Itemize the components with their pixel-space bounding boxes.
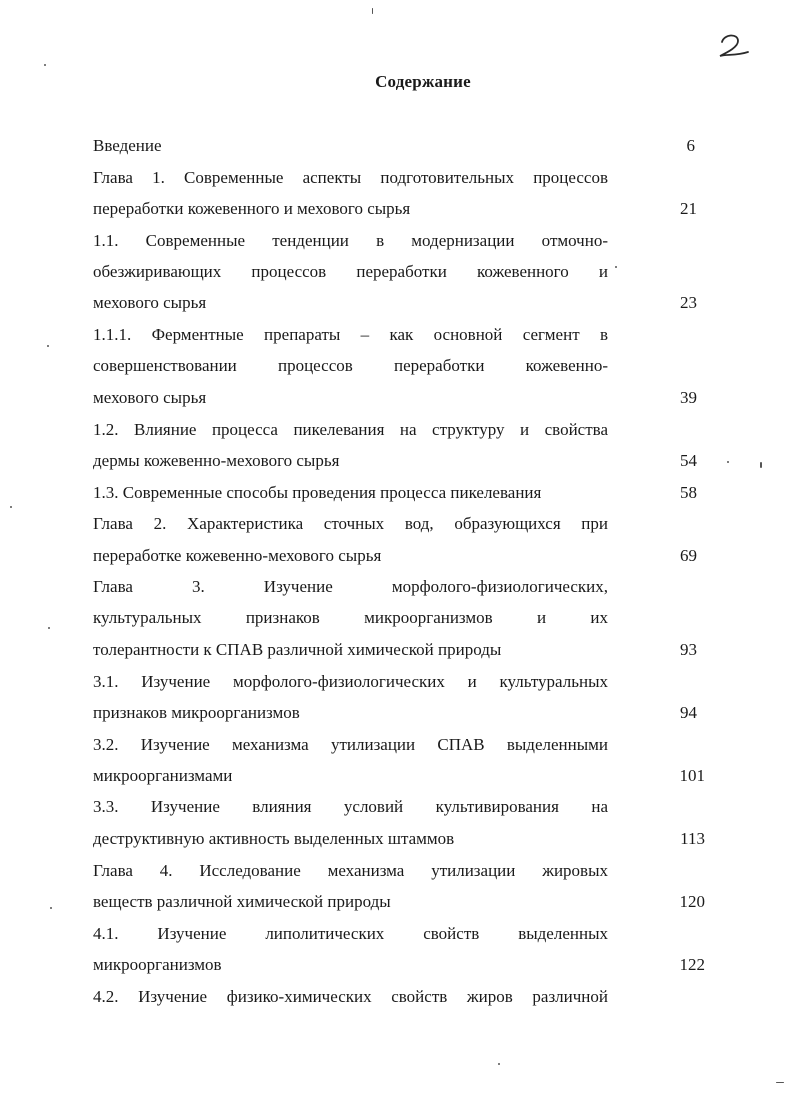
- toc-page-number: 69: [680, 546, 697, 565]
- toc-line: микроорганизмов: [93, 955, 222, 974]
- toc-page-number: 23: [680, 293, 697, 312]
- toc-page-number: 93: [680, 640, 697, 659]
- handwritten-page-number: [714, 30, 754, 66]
- scan-speck: [10, 506, 12, 508]
- toc-line: 1.1. Современные тенденции в модернизации отмочно-: [93, 231, 608, 250]
- toc-page-number: 39: [680, 388, 697, 407]
- toc-line: 1.2. Влияние процесса пикелевания на структуру и свойства: [93, 420, 608, 439]
- toc-line: 1.1.1. Ферментные препараты – как основной сегмент в: [93, 325, 608, 344]
- toc-line: совершенствовании процессов переработки кожевенно-: [93, 356, 608, 375]
- scan-speck: [615, 266, 617, 268]
- toc-page-number: 101: [679, 766, 705, 785]
- toc-line: Глава 1. Современные аспекты подготовительных процессов: [93, 168, 608, 187]
- toc-line: 3.1. Изучение морфолого-физиологических и культуральных: [93, 672, 608, 691]
- toc-line: 1.3. Современные способы проведения процесса пикелевания: [93, 483, 542, 502]
- scan-speck: [727, 461, 729, 463]
- toc-line: 3.2. Изучение механизма утилизации СПАВ выделенными: [93, 735, 608, 754]
- page-title: Содержание: [375, 72, 471, 91]
- toc-line: Введение: [93, 136, 162, 155]
- scan-speck: [50, 907, 52, 909]
- toc-line: Глава 3. Изучение морфолого-физиологических,: [93, 577, 608, 596]
- toc-page-number: 113: [680, 829, 705, 848]
- toc-line: Глава 4. Исследование механизма утилизации жировых: [93, 861, 608, 880]
- scan-speck: [498, 1063, 500, 1065]
- scan-speck: [48, 627, 50, 629]
- scan-speck: [372, 8, 373, 14]
- toc-line: переработке кожевенно-мехового сырья: [93, 546, 382, 565]
- toc-line: культуральных признаков микроорганизмов и их: [93, 608, 608, 627]
- toc-line: переработки кожевенного и мехового сырья: [93, 199, 411, 218]
- toc-line: признаков микроорганизмов: [93, 703, 300, 722]
- toc-line: обезжиривающих процессов переработки кожевенного и: [93, 262, 608, 281]
- toc-page-number: 58: [680, 483, 697, 502]
- toc-page-number: 6: [686, 136, 695, 155]
- toc-line: толерантности к СПАВ различной химической природы: [93, 640, 502, 659]
- scan-speck: [776, 1082, 784, 1083]
- handwritten-two-icon: [714, 30, 754, 66]
- scan-speck: [44, 64, 46, 66]
- toc-line: микроорганизмами: [93, 766, 233, 785]
- toc-line: 4.1. Изучение липолитических свойств выделенных: [93, 924, 608, 943]
- toc-page-number: 120: [679, 892, 705, 911]
- toc-page-number: 94: [680, 703, 697, 722]
- toc-line: мехового сырья: [93, 388, 207, 407]
- toc-page-number: 21: [680, 199, 697, 218]
- toc-line: мехового сырья: [93, 293, 207, 312]
- toc-line: веществ различной химической природы: [93, 892, 391, 911]
- toc-page-number: 122: [679, 955, 705, 974]
- scan-speck: [760, 462, 762, 468]
- toc-line: 4.2. Изучение физико-химических свойств жиров различной: [93, 987, 608, 1006]
- toc-line: Глава 2. Характеристика сточных вод, образующихся при: [93, 514, 608, 533]
- toc-page-number: 54: [680, 451, 697, 470]
- toc-line: 3.3. Изучение влияния условий культивирования на: [93, 797, 608, 816]
- scan-speck: [47, 345, 49, 347]
- toc-line: деструктивную активность выделенных штаммов: [93, 829, 455, 848]
- toc-line: дермы кожевенно-мехового сырья: [93, 451, 340, 470]
